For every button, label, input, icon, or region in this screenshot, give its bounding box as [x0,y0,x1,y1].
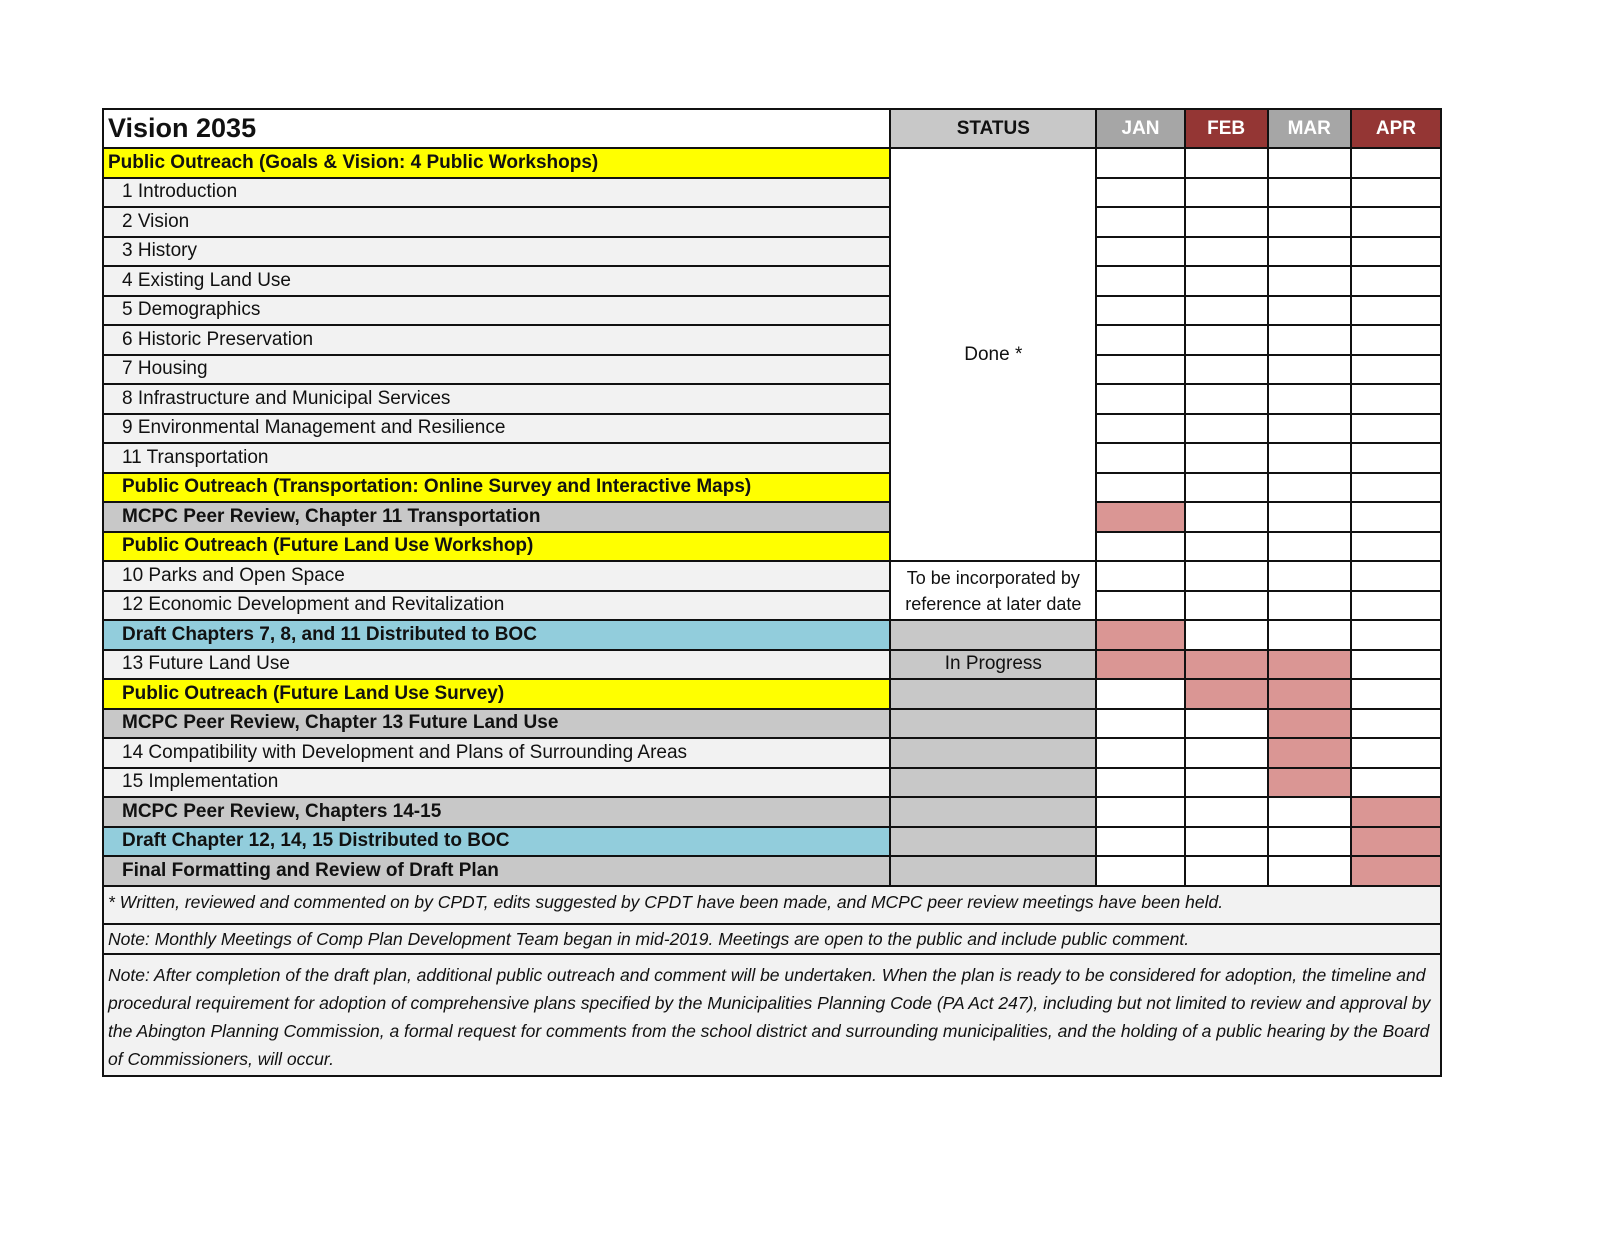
month-cell-jan [1096,473,1184,503]
task-label: Public Outreach (Future Land Use Workshop) [103,532,890,562]
month-cell-mar [1268,502,1351,532]
month-cell-mar-scheduled [1268,738,1351,768]
status-cell [890,827,1096,857]
table-row [103,325,1441,355]
month-cell-mar-scheduled [1268,768,1351,798]
table-row [103,856,1441,886]
month-cell-apr [1351,296,1441,326]
month-cell-feb [1185,237,1268,267]
task-label: 13 Future Land Use [103,650,890,680]
table-row [103,709,1441,739]
table-row [103,679,1441,709]
month-cell-feb [1185,296,1268,326]
page-title: Vision 2035 [103,109,890,148]
month-cell-apr [1351,620,1441,650]
month-cell-mar [1268,561,1351,591]
month-cell-apr [1351,207,1441,237]
month-cell-feb [1185,620,1268,650]
table-row [103,620,1441,650]
month-cell-jan [1096,797,1184,827]
month-cell-jan [1096,709,1184,739]
table-row [103,827,1441,857]
month-cell-apr [1351,738,1441,768]
status-cell [890,709,1096,739]
month-cell-mar-scheduled [1268,650,1351,680]
month-cell-feb [1185,325,1268,355]
month-cell-feb [1185,207,1268,237]
task-label: 5 Demographics [103,296,890,326]
month-cell-apr [1351,178,1441,208]
month-cell-mar [1268,296,1351,326]
table-row [103,591,1441,621]
month-cell-apr-scheduled [1351,856,1441,886]
status-cell [890,738,1096,768]
month-cell-jan [1096,207,1184,237]
month-cell-mar [1268,178,1351,208]
month-cell-feb [1185,502,1268,532]
task-label: 4 Existing Land Use [103,266,890,296]
month-cell-apr [1351,355,1441,385]
month-cell-apr [1351,679,1441,709]
status-done: Done * [890,148,1096,561]
month-cell-apr [1351,502,1441,532]
month-cell-feb [1185,414,1268,444]
table-row [103,207,1441,237]
task-label: Public Outreach (Transportation: Online Survey and Interactive Maps) [103,473,890,503]
task-label: 11 Transportation [103,443,890,473]
table-row [103,384,1441,414]
month-cell-jan [1096,148,1184,178]
table-row [103,178,1441,208]
month-cell-apr [1351,443,1441,473]
task-label: 2 Vision [103,207,890,237]
footnote-asterisk: * Written, reviewed and commented on by CPDT, edits suggested by CPDT have been made, and MCPC peer review meetings have been held. [108,891,1224,912]
month-cell-jan-scheduled [1096,502,1184,532]
month-cell-mar [1268,443,1351,473]
month-cell-jan-scheduled [1096,650,1184,680]
month-cell-apr [1351,148,1441,178]
month-cell-jan [1096,384,1184,414]
status-cell [890,856,1096,886]
task-label: Public Outreach (Future Land Use Survey) [103,679,890,709]
month-cell-jan [1096,325,1184,355]
month-cell-jan [1096,237,1184,267]
month-cell-apr [1351,414,1441,444]
month-cell-mar [1268,355,1351,385]
month-cell-jan [1096,178,1184,208]
month-cell-mar [1268,532,1351,562]
header-row [103,109,1441,148]
task-label: 15 Implementation [103,768,890,798]
month-cell-feb [1185,768,1268,798]
table-row [103,473,1441,503]
month-header-apr: APR [1351,109,1441,148]
month-cell-jan [1096,591,1184,621]
task-label: MCPC Peer Review, Chapter 13 Future Land Use [103,709,890,739]
month-cell-apr-scheduled [1351,827,1441,857]
note-adoption-process: Note: After completion of the draft plan, additional public outreach and comment will be undertaken. When the plan is ready to be considered for adoption, the timeline and procedural requirement for adoption of comprehensive plans specified by the Municipalities Planning Code (PA Act 247), including but not limited to review and approval by the Abington Planning Commission, a formal request for comments from the school district and surrounding municipalities, and the holding of a public hearing by the Board of Commissioners, will occur. [104,953,1440,1075]
month-cell-apr-scheduled [1351,797,1441,827]
month-cell-mar [1268,797,1351,827]
month-header-mar: MAR [1268,109,1351,148]
month-cell-mar [1268,827,1351,857]
month-cell-feb [1185,827,1268,857]
table-row [103,532,1441,562]
status-header: STATUS [890,109,1096,148]
month-header-feb: FEB [1185,109,1268,148]
month-cell-apr [1351,709,1441,739]
notes-section [102,887,1442,1077]
task-label: 9 Environmental Management and Resilience [103,414,890,444]
month-cell-feb [1185,561,1268,591]
month-cell-apr [1351,532,1441,562]
table-row [103,443,1441,473]
month-cell-feb-scheduled [1185,650,1268,680]
month-cell-mar-scheduled [1268,679,1351,709]
month-cell-mar [1268,473,1351,503]
month-cell-jan [1096,355,1184,385]
month-cell-jan [1096,266,1184,296]
month-cell-mar [1268,207,1351,237]
month-cell-feb [1185,709,1268,739]
month-cell-apr [1351,561,1441,591]
month-cell-feb [1185,148,1268,178]
month-cell-feb [1185,797,1268,827]
month-cell-mar [1268,148,1351,178]
month-cell-mar [1268,325,1351,355]
table-row [103,237,1441,267]
month-cell-jan [1096,768,1184,798]
month-cell-feb [1185,591,1268,621]
task-label: Public Outreach (Goals & Vision: 4 Public Workshops) [103,148,890,178]
month-cell-apr [1351,237,1441,267]
status-cell [890,768,1096,798]
month-cell-mar [1268,591,1351,621]
schedule-sheet [102,108,1442,1077]
month-cell-feb [1185,738,1268,768]
month-cell-jan [1096,414,1184,444]
month-cell-apr [1351,650,1441,680]
task-label: MCPC Peer Review, Chapter 11 Transportation [103,502,890,532]
task-label: 1 Introduction [103,178,890,208]
month-cell-feb [1185,178,1268,208]
month-cell-feb [1185,443,1268,473]
month-cell-jan [1096,532,1184,562]
table-row [103,414,1441,444]
month-cell-jan [1096,679,1184,709]
month-cell-apr [1351,473,1441,503]
month-cell-jan [1096,738,1184,768]
task-label: Draft Chapters 7, 8, and 11 Distributed to BOC [103,620,890,650]
status-reference: To be incorporated by reference at later date [890,561,1096,620]
month-cell-jan [1096,443,1184,473]
task-label: MCPC Peer Review, Chapters 14-15 [103,797,890,827]
schedule-table [102,108,1442,887]
month-cell-jan [1096,856,1184,886]
month-cell-apr [1351,384,1441,414]
task-label: 10 Parks and Open Space [103,561,890,591]
month-cell-feb [1185,355,1268,385]
task-label: 14 Compatibility with Development and Plans of Surrounding Areas [103,738,890,768]
month-cell-feb [1185,384,1268,414]
month-cell-mar [1268,620,1351,650]
table-row [103,768,1441,798]
note-monthly-meetings: Note: Monthly Meetings of Comp Plan Development Team began in mid-2019. Meetings are open to the public and include public comment. [104,923,1440,953]
task-label: 7 Housing [103,355,890,385]
task-label: 12 Economic Development and Revitalization [103,591,890,621]
month-cell-feb [1185,473,1268,503]
month-cell-apr [1351,266,1441,296]
month-cell-jan [1096,827,1184,857]
table-row [103,738,1441,768]
task-label: Final Formatting and Review of Draft Plan [103,856,890,886]
month-cell-apr [1351,591,1441,621]
table-row [103,650,1441,680]
table-row [103,502,1441,532]
month-cell-mar-scheduled [1268,709,1351,739]
month-cell-jan-scheduled [1096,620,1184,650]
month-cell-feb [1185,532,1268,562]
month-cell-feb [1185,856,1268,886]
month-cell-mar [1268,414,1351,444]
month-cell-apr [1351,768,1441,798]
month-cell-jan [1096,561,1184,591]
status-cell [890,679,1096,709]
task-label: 8 Infrastructure and Municipal Services [103,384,890,414]
month-cell-feb-scheduled [1185,679,1268,709]
task-label: Draft Chapter 12, 14, 15 Distributed to BOC [103,827,890,857]
table-row [103,266,1441,296]
table-row [103,148,1441,178]
month-cell-mar [1268,237,1351,267]
table-row [103,296,1441,326]
month-cell-mar [1268,266,1351,296]
status-in-progress: In Progress [890,650,1096,680]
month-cell-jan [1096,296,1184,326]
month-cell-mar [1268,384,1351,414]
month-cell-feb [1185,266,1268,296]
task-label: 6 Historic Preservation [103,325,890,355]
status-cell [890,797,1096,827]
month-cell-apr [1351,325,1441,355]
task-label: 3 History [103,237,890,267]
table-row [103,355,1441,385]
table-row [103,797,1441,827]
status-cell [890,620,1096,650]
month-header-jan: JAN [1096,109,1184,148]
table-row [103,561,1441,591]
month-cell-mar [1268,856,1351,886]
